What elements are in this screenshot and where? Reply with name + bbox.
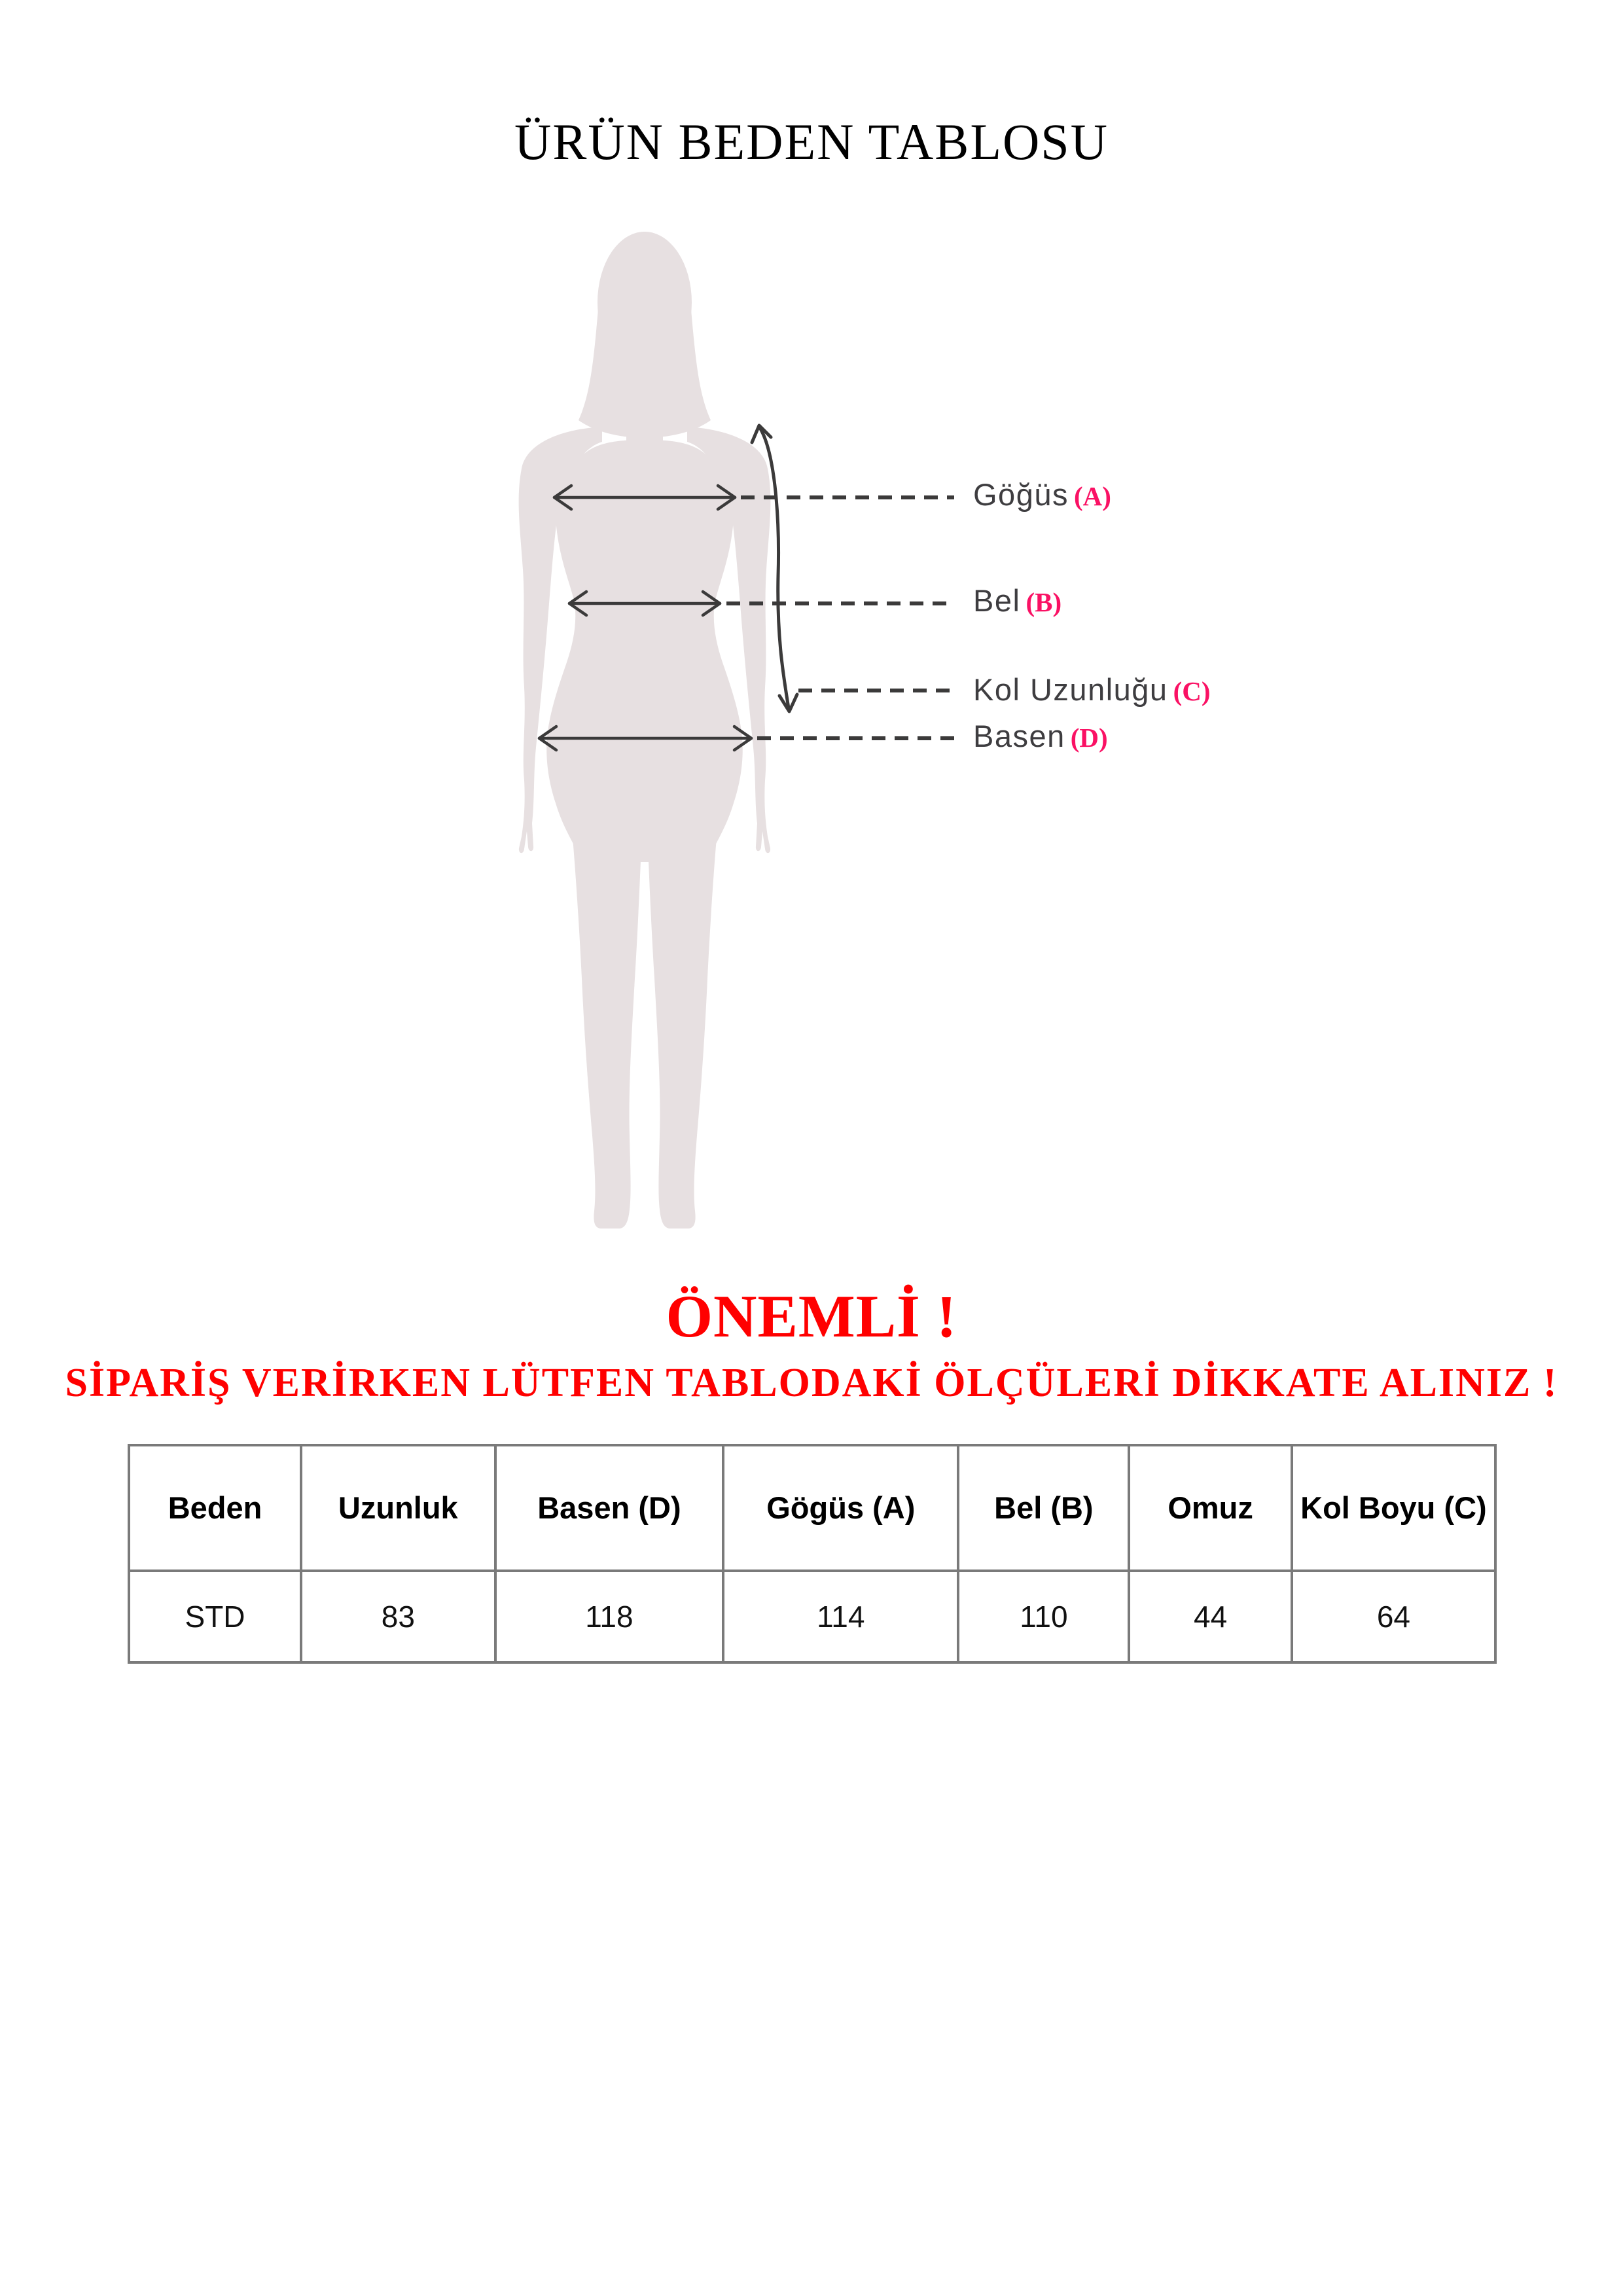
size-diagram (406, 216, 955, 1237)
silhouette-right-leg (647, 791, 726, 1229)
label-chest-letter: (A) (1073, 481, 1111, 511)
warning-text: SİPARİŞ VERİRKEN LÜTFEN TABLODAKİ ÖLÇÜLERİ DİKKATE ALINIZ ! (65, 1361, 1558, 1405)
cell-basen: 118 (495, 1571, 724, 1662)
col-header-omuz: Omuz (1129, 1445, 1291, 1571)
label-waist-letter: (B) (1026, 587, 1062, 617)
col-header-beden: Beden (129, 1445, 301, 1571)
size-table-header-row (129, 1445, 1495, 1571)
cell-gogus: 114 (723, 1571, 958, 1662)
label-hip (973, 718, 1108, 754)
col-header-basen: Basen (D) (495, 1445, 724, 1571)
col-header-gogus: Gögüs (A) (723, 1445, 958, 1571)
col-header-kol-boyu: Kol Boyu (C) (1292, 1445, 1495, 1571)
size-table (128, 1444, 1497, 1664)
cell-beden: STD (129, 1571, 301, 1662)
silhouette-left-leg (563, 791, 643, 1229)
label-waist (973, 583, 1061, 619)
label-arm-length-letter: (C) (1173, 676, 1211, 706)
cell-uzunluk: 83 (301, 1571, 495, 1662)
label-waist-text: Bel (973, 583, 1021, 618)
cell-omuz: 44 (1129, 1571, 1291, 1662)
label-hip-letter: (D) (1070, 723, 1108, 753)
table-row (129, 1571, 1495, 1662)
female-silhouette (519, 232, 771, 1229)
label-arm-length-text: Kol Uzunluğu (973, 672, 1168, 707)
body-measurement-figure (406, 216, 955, 1237)
important-heading: ÖNEMLİ ! (666, 1283, 957, 1350)
silhouette-neck (626, 350, 663, 448)
col-header-bel: Bel (B) (958, 1445, 1129, 1571)
cell-kol-boyu: 64 (1292, 1571, 1495, 1662)
col-header-uzunluk: Uzunluk (301, 1445, 495, 1571)
label-arm-length (973, 672, 1211, 708)
label-chest (973, 476, 1111, 512)
label-chest-text: Göğüs (973, 477, 1069, 512)
cell-bel: 110 (958, 1571, 1129, 1662)
label-hip-text: Basen (973, 719, 1065, 753)
page-title: ÜRÜN BEDEN TABLOSU (514, 113, 1109, 170)
